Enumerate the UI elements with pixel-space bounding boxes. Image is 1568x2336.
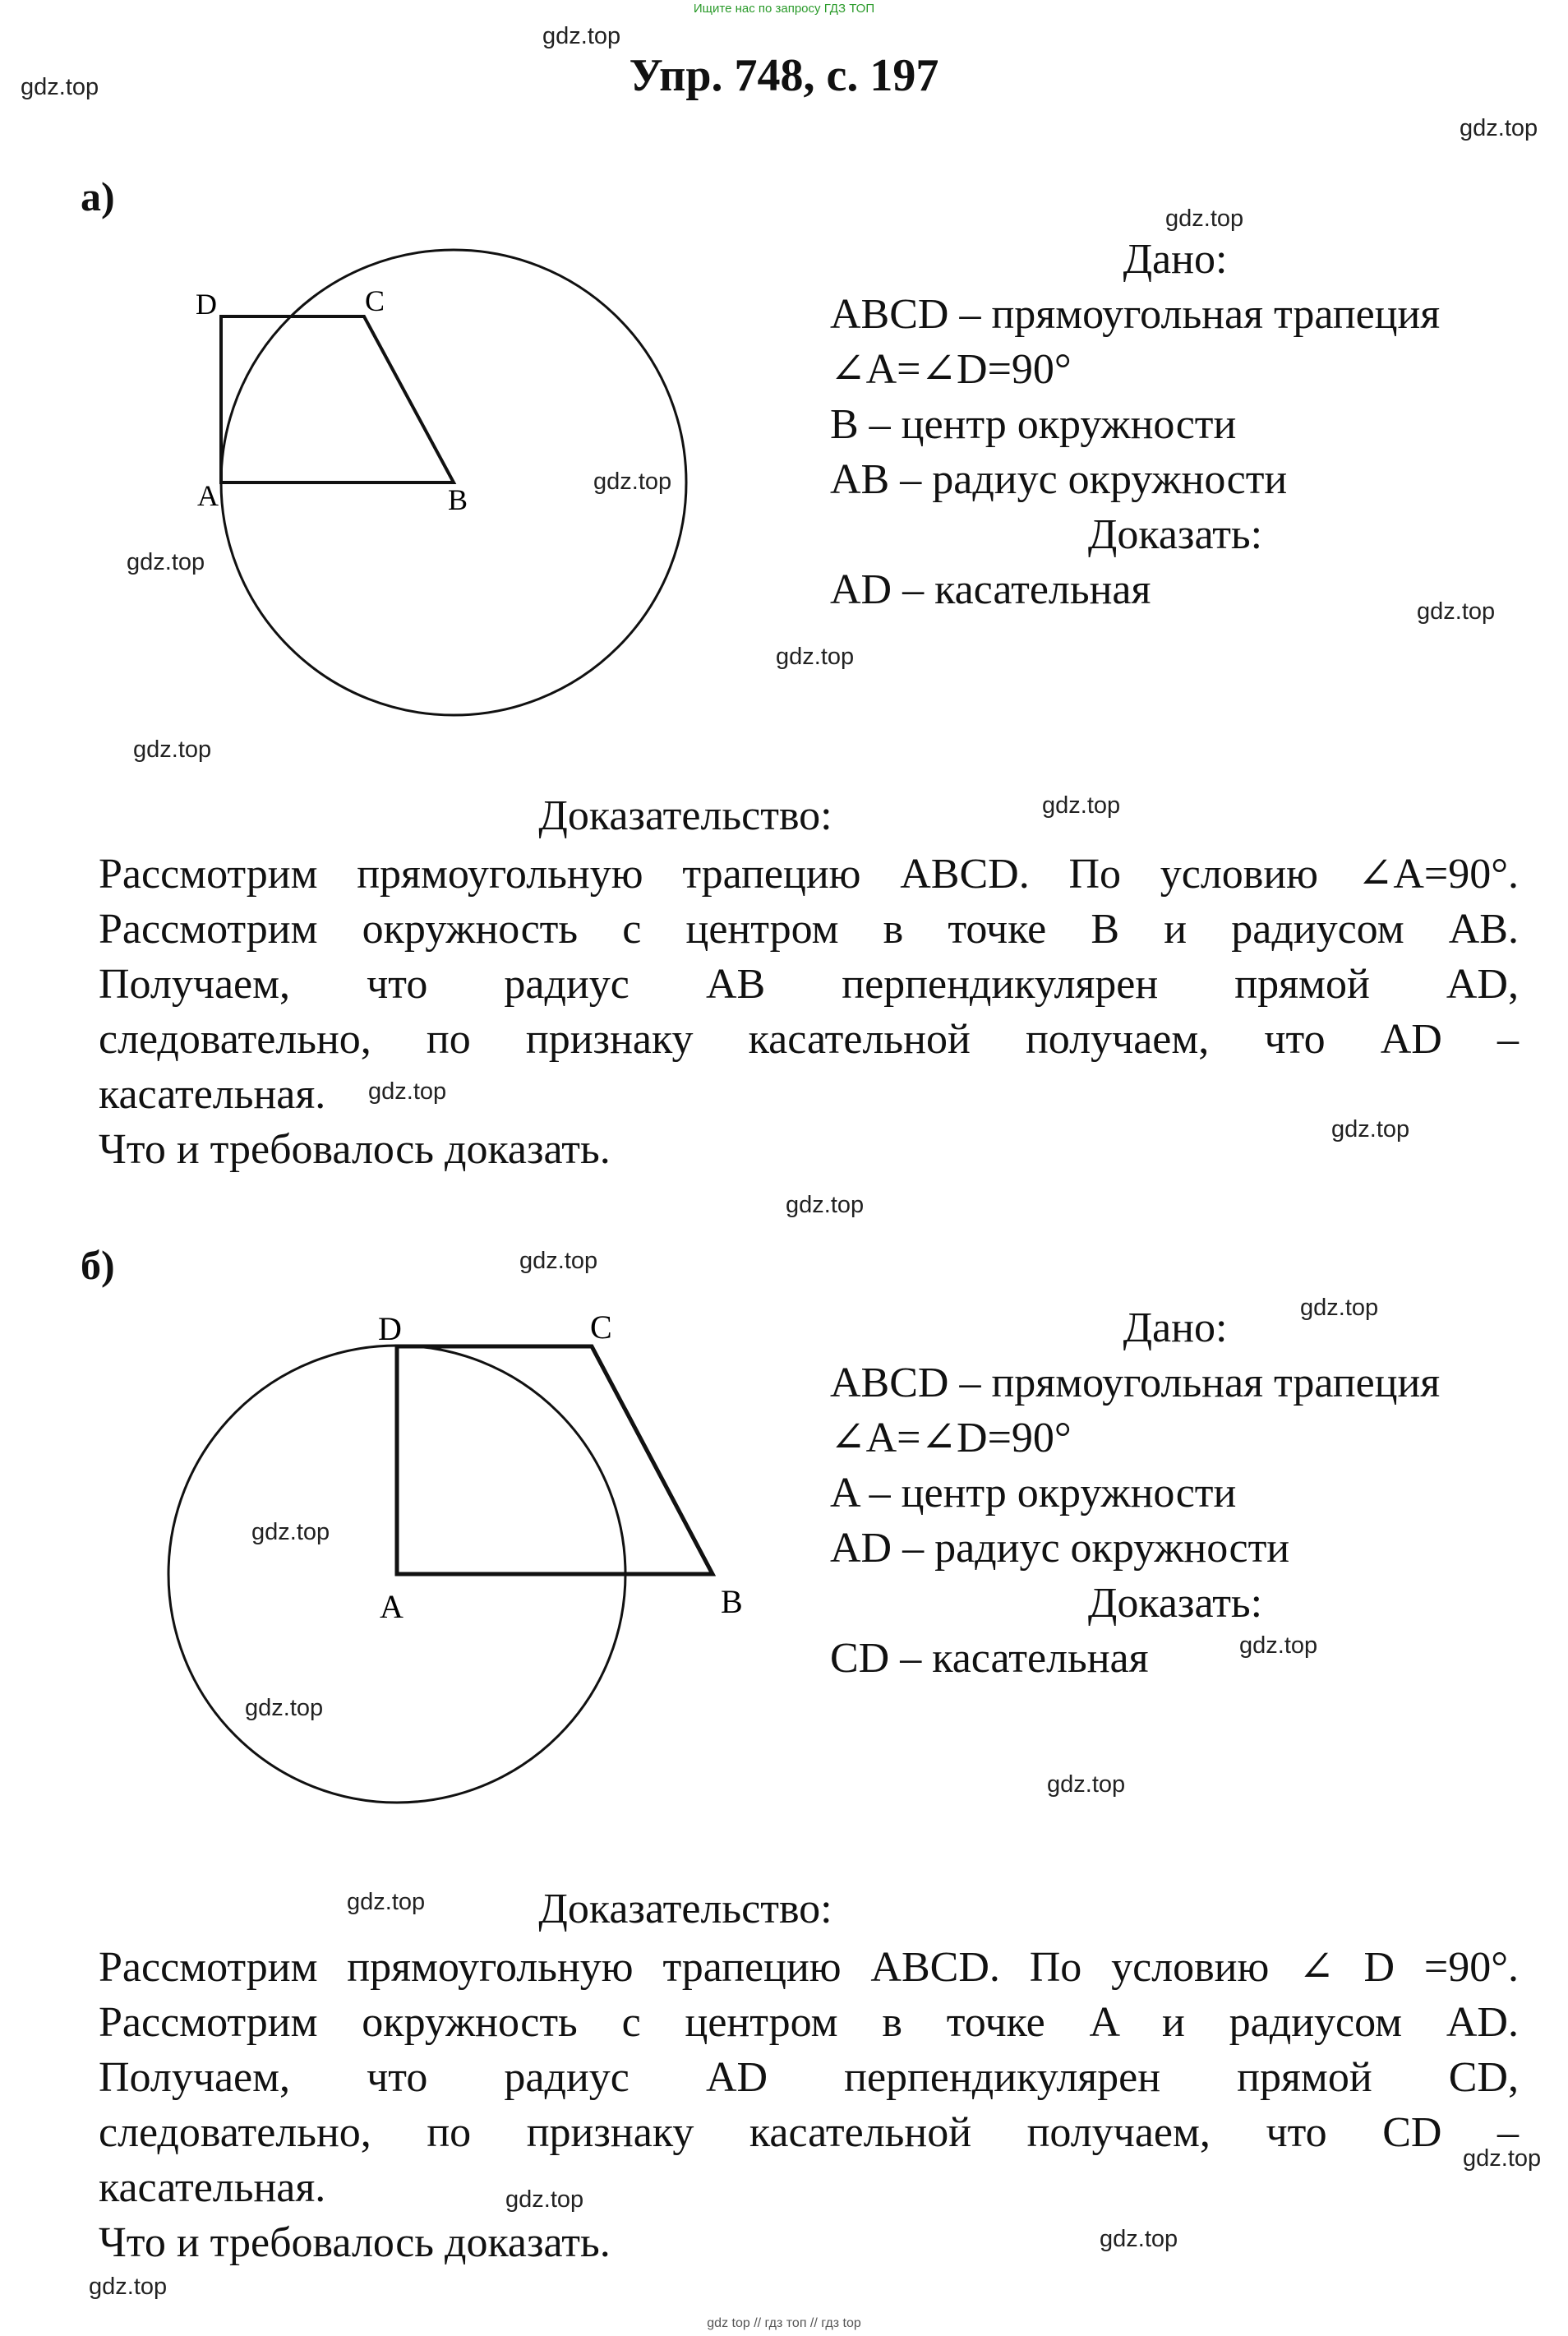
watermark: gdz.top: [1300, 1295, 1379, 1321]
search-banner: Ищите нас по запросу ГДЗ ТОП: [693, 2, 875, 16]
part-a-point-b: B: [448, 483, 468, 516]
watermark: gdz.top: [505, 2186, 584, 2213]
watermark: gdz.top: [368, 1078, 447, 1105]
proof-line: Получаем, что радиус AD перпендикулярен прямой CD,: [99, 2054, 1519, 2101]
part-b-given-line: ∠A=∠D=90°: [830, 1415, 1072, 1461]
part-a-given-line: ∠A=∠D=90°: [830, 346, 1072, 393]
watermark: gdz.top: [786, 1192, 865, 1218]
watermark: gdz.top: [1047, 1771, 1126, 1798]
proof-line: Получаем, что радиус AB перпендикулярен прямой AD,: [99, 961, 1519, 1008]
proof-line: касательная.: [99, 1071, 326, 1118]
part-b-point-d: D: [378, 1310, 402, 1347]
part-b-given-line: AD – радиус окружности: [830, 1525, 1290, 1572]
part-a-label: а): [81, 173, 115, 219]
proof-line: Рассмотрим окружность с центром в точке A и радиусом AD.: [99, 1999, 1519, 2046]
part-b-proof: [99, 1940, 1519, 2270]
page-title: Упр. 748, с. 197: [629, 50, 939, 101]
watermark: gdz.top: [519, 1248, 598, 1274]
watermark: gdz.top: [1460, 115, 1538, 141]
part-b-trapezoid: [397, 1346, 713, 1574]
proof-line: следовательно, по признаку касательной получаем, что CD –: [99, 2109, 1519, 2156]
part-a-figure: [164, 247, 740, 773]
part-a-given: [830, 232, 1520, 617]
watermark: gdz.top: [1100, 2226, 1178, 2252]
part-b-prove-title: Доказать:: [1087, 1580, 1263, 1627]
watermark: gdz.top: [347, 1889, 426, 1915]
watermark: gdz.top: [776, 644, 855, 670]
part-a-given-line: AB – радиус окружности: [830, 456, 1288, 503]
part-a-prove: AD – касательная: [830, 566, 1151, 613]
watermark: gdz.top: [1417, 598, 1496, 625]
watermark: gdz.top: [1165, 205, 1244, 232]
proof-line: Рассмотрим прямоугольную трапецию ABCD. По условию ∠A=90°.: [99, 851, 1519, 898]
part-b-point-a: A: [380, 1588, 404, 1625]
proof-line: Рассмотрим прямоугольную трапецию ABCD. По условию ∠ D =90°.: [99, 1944, 1519, 1991]
part-a-point-c: C: [365, 284, 385, 317]
part-b-given-line: ABCD – прямоугольная трапеция: [830, 1360, 1441, 1406]
watermark: gdz.top: [593, 469, 672, 495]
footer-text: gdz top // гдз топ // гдз top: [707, 2316, 861, 2330]
part-a-conclusion: Что и требовалось доказать.: [99, 1126, 611, 1173]
watermark: gdz.top: [1239, 1632, 1318, 1659]
part-a-proof: [99, 847, 1519, 1177]
part-a-given-line: B – центр окружности: [830, 401, 1237, 448]
part-b-point-b: B: [721, 1583, 743, 1620]
part-b-prove: CD – касательная: [830, 1635, 1149, 1682]
part-b-given: [830, 1300, 1520, 1686]
part-b-conclusion: Что и требовалось доказать.: [99, 2219, 611, 2266]
watermark: gdz.top: [1042, 792, 1121, 819]
part-a-given-line: ABCD – прямоугольная трапеция: [830, 291, 1441, 338]
part-b-figure: [156, 1299, 781, 1825]
part-b-given-line: A – центр окружности: [830, 1470, 1237, 1517]
watermark: gdz.top: [1463, 2145, 1542, 2172]
proof-line: касательная.: [99, 2164, 326, 2211]
part-a-prove-title: Доказать:: [1087, 511, 1263, 558]
watermark: gdz.top: [245, 1695, 324, 1721]
part-a-trapezoid: [221, 316, 454, 482]
part-b-point-c: C: [590, 1309, 612, 1346]
proof-line: следовательно, по признаку касательной получаем, что AD –: [99, 1016, 1519, 1063]
part-a-given-title: Дано:: [1123, 236, 1228, 283]
watermark: gdz.top: [542, 23, 621, 49]
proof-line: Рассмотрим окружность с центром в точке B и радиусом AB.: [99, 906, 1519, 953]
part-a-point-d: D: [196, 288, 217, 321]
part-b-label: б): [81, 1242, 115, 1288]
watermark: gdz.top: [251, 1519, 330, 1545]
part-b-given-title: Дано:: [1123, 1304, 1228, 1351]
watermark: gdz.top: [89, 2274, 168, 2300]
watermark: gdz.top: [1331, 1116, 1410, 1143]
part-b-proof-title: Доказательство:: [538, 1886, 832, 1932]
watermark: gdz.top: [133, 736, 212, 763]
watermark: gdz.top: [127, 549, 205, 575]
part-a-proof-title: Доказательство:: [538, 792, 832, 839]
part-a-point-a: A: [197, 479, 219, 512]
watermark: gdz.top: [21, 74, 99, 100]
